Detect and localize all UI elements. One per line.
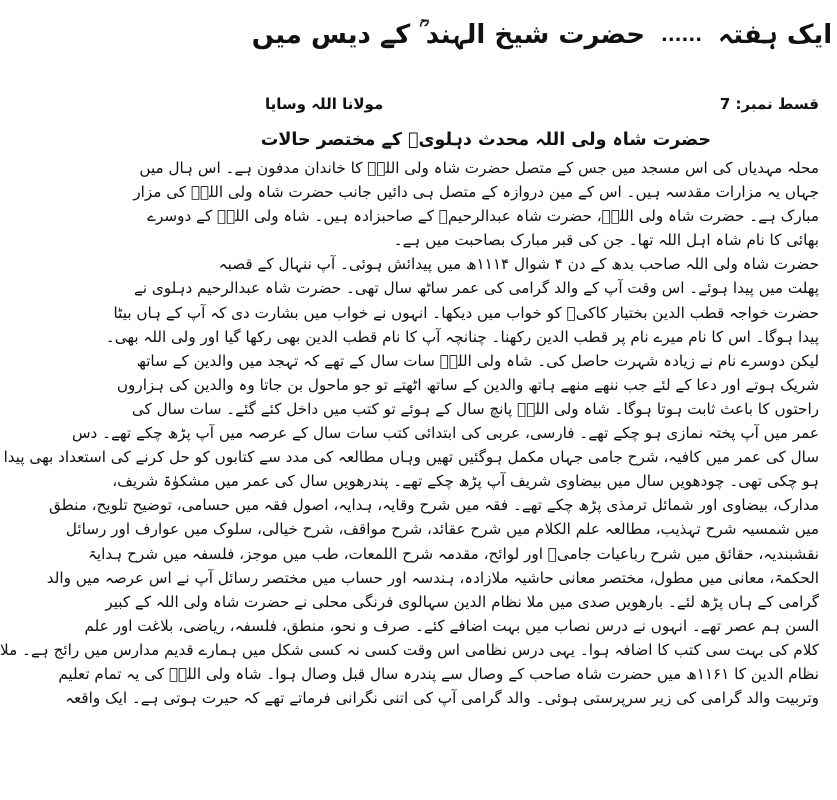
body-line: ہو چکی تھی۔ چودھویں سال میں بیضاوی شریف آپ پڑھ چکے تھے۔ پندرھویں سال کی عمر میں مشکوٰۃ شریف، xyxy=(112,472,819,491)
body-line: نظام الدین کا ۱۱۶۱ھ میں حضرت شاہ صاحب کے وصال سے پندرہ سال قبل وصال ہوا۔ شاہ ولی اللہؒ کی یہ تمام تعلیم xyxy=(58,664,819,683)
body-line: جہاں یہ مزارات مقدسہ ہیں۔ اس کے مین دروازہ کے متصل ہی دائیں جانب حضرت شاہ ولی اللہؒ کی مزار xyxy=(133,183,819,202)
article-body xyxy=(0,156,819,794)
body-line: مبارک ہے۔ حضرت شاہ ولی اللہؒ، حضرت شاہ عبدالرحیمؒ کے صاحبزادہ ہیں۔ شاہ ولی اللہؒ کے دوسرے xyxy=(147,207,819,226)
body-line: نقشبندیہ، حقائق میں شرح رباعیات جامیؒ اور لوائح، مقدمہ شرح اللمعات، طب میں موجز، فلسفہ میں شرح ہدایۃ xyxy=(88,544,819,563)
body-line: بھائی کا نام شاہ اہل اللہ تھا۔ جن کی قبر مبارک بصاحبت میں ہے۔ xyxy=(393,231,819,250)
body-line: حضرت خواجہ قطب الدین بختیار کاکیؒ کو خواب میں دیکھا۔ انہوں نے خواب میں بشارت دی کہ آپ کے ہاں بیٹا xyxy=(113,303,819,322)
episode-number: قسط نمبر: 7 xyxy=(719,95,819,113)
body-line: پیدا ہوگا۔ اس کا نام میرے نام پر قطب الدین رکھنا۔ چنانچہ آپ کا نام قطب الدین بھی رکھا گیا اور ولی اللہ بھی۔ xyxy=(105,327,819,346)
title-right: ایک ہفتہ xyxy=(718,20,833,50)
body-line: گرامی کے ہاں پڑھ لئے۔ بارھویں صدی میں ملا نظام الدین سہالوی فرنگی محلی نے حضرت شاہ ولی اللہ کے کبیر xyxy=(105,592,819,611)
body-line: سال کی عمر میں کافیہ، شرح جامی جہاں مکمل ہوگئیں تھیں وہاں مطالعہ کی مدد سے کتابوں کو حل کرنے کی استعداد بھی پیدا xyxy=(3,448,819,467)
body-line: کلام کی بہت سی کتب کا اضافہ ہوا۔ یہی درس نظامی اس وقت کسی نہ کسی شکل میں ہمارے قدیم مدارس میں رائج ہے۔ ملا xyxy=(0,640,819,659)
column-title xyxy=(251,12,833,58)
byline xyxy=(265,92,819,116)
body-line: لیکن دوسرے نام نے زیادہ شہرت حاصل کی۔ شاہ ولی اللہؒ سات سال کے تھے کہ تہجد میں والدین کے ساتھ xyxy=(136,351,819,370)
body-line: وتربیت والد گرامی کی زیر سرپرستی ہوئی۔ والد گرامی آپ کی اتنی نگرانی فرماتے تھے کہ حیرت ہوتی ہے۔ ایک واقعہ xyxy=(65,689,819,708)
body-line: راحتوں کا باعث ثابت ہوتا ہوگا۔ شاہ ولی اللہؒ پانچ سال کے ہوئے تو کتب میں داخل کئے گئے۔ سات سال کی xyxy=(131,399,819,418)
body-line: السن ہم عصر تھے۔ انہوں نے درس نصاب میں بہت اضافے کئے۔ صرف و نحو، منطق، فلسفہ، ریاضی، بلاغت اور علم xyxy=(84,616,819,635)
body-line: عمر میں آپ پختہ نمازی ہو چکے تھے۔ فارسی، عربی کی ابتدائی کتب سات سال کے عرصہ میں آپ پڑھ چکے تھے۔ دس xyxy=(71,424,819,443)
body-line: مدارک، بیضاوی اور شمائل ترمذی پڑھ چکے تھے۔ فقہ میں شرح وقایہ، ہدایہ، اصول فقہ میں حسامی، توضیح تلویح، منطق xyxy=(49,496,819,515)
body-line: الحکمۃ، معانی میں مطول، مختصر معانی حاشیہ ملازادہ، ہندسہ اور حساب میں مختصر رسائل آپ نے اس عرصہ میں والد xyxy=(46,568,819,587)
body-line: میں شمسیہ شرح تہذیب، مطالعہ علم الکلام میں شرح عقائد، شرح مواقف، شرح خیالی، سلوک میں عوارف اور رسائل xyxy=(65,520,819,539)
title-separator: ...... xyxy=(661,24,703,46)
body-line: شریک ہوتے اور دعا کے لئے جب ننھے منھے ہاتھ والدین کے ساتھ اٹھتے تو جو ماحول بن جاتا وہ والدین کی ہزاروں xyxy=(116,375,819,394)
body-line: محلہ مہدیاں کی اس مسجد میں جس کے متصل حضرت شاہ ولی اللہؒ کا خاندان مدفون ہے۔ اس ہال میں xyxy=(139,159,819,177)
section-headline: حضرت شاہ ولی اللہ محدث دہلویؒ کے مختصر حالات xyxy=(260,130,711,150)
body-line: حضرت شاہ ولی اللہ صاحب بدھ کے دن ۴ شوال ۱۱۱۴ھ میں پیدائش ہوئی۔ آپ ننہال کے قصبہ xyxy=(218,255,819,274)
author-name: مولانا اللہ وسایا xyxy=(265,95,384,113)
body-line: پھلت میں پیدا ہوئے۔ اس وقت آپ کے والد گرامی کی عمر ساٹھ سال تھی۔ حضرت شاہ عبدالرحیم دہلوی نے xyxy=(133,279,819,298)
title-left: حضرت شیخ الہند ؒ کے دیس میں xyxy=(251,19,645,50)
